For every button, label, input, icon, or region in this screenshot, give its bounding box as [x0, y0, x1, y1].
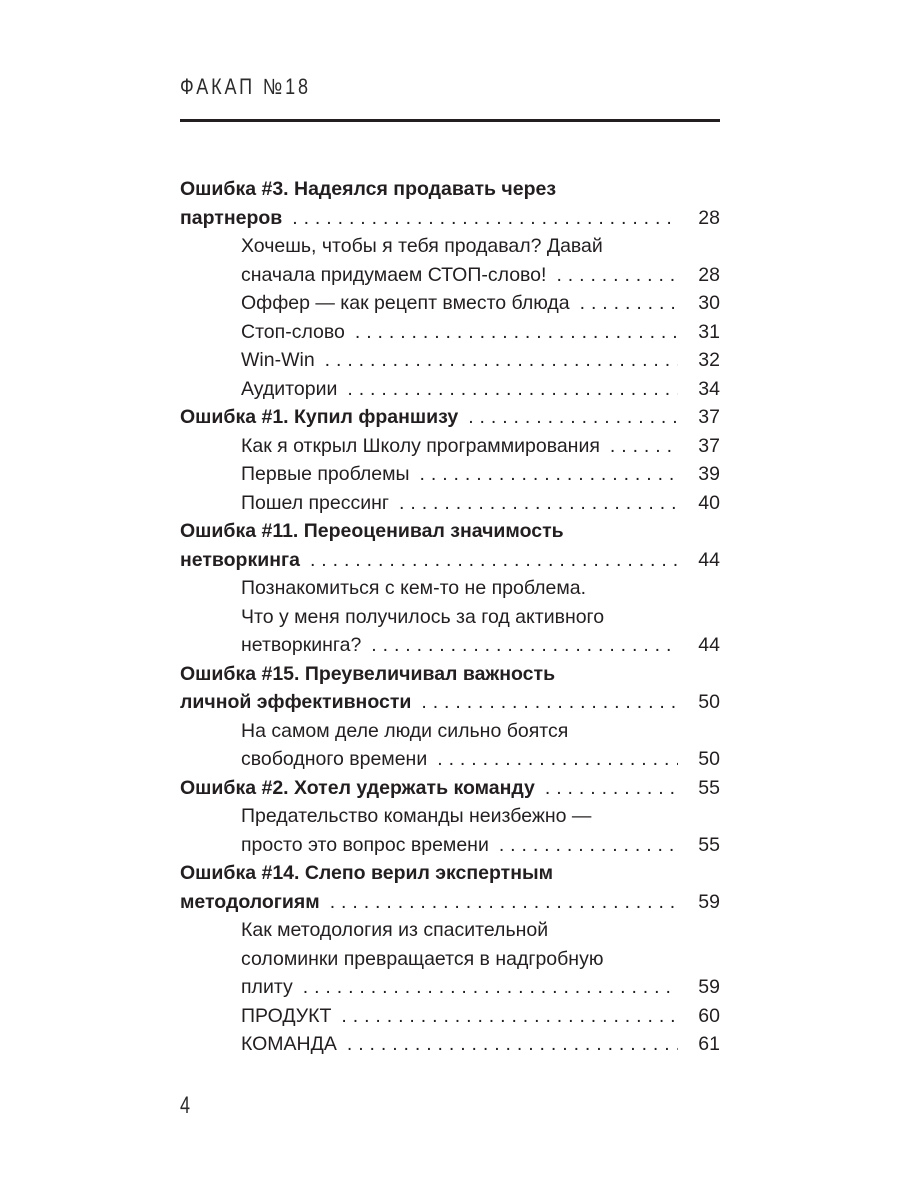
toc-entry-text: Оффер — как рецепт вместо блюда — [241, 292, 570, 314]
toc-page-number: 39 — [698, 463, 720, 485]
toc-page-number: 50 — [698, 691, 720, 713]
dot-leader — [347, 1030, 678, 1059]
toc-page-number: 34 — [698, 377, 720, 400]
toc-entry-text: Ошибка #15. Преувеличивал важность — [180, 662, 556, 685]
dot-leader — [347, 375, 678, 404]
toc-section-line — [180, 717, 720, 746]
dot-leader — [310, 546, 678, 575]
toc-section-line — [180, 1030, 720, 1059]
dot-leader — [303, 973, 678, 1002]
toc-entry-text: Ошибка #3. Надеялся продавать через — [180, 178, 557, 200]
toc-chapter-line — [180, 517, 720, 546]
toc-entry-text: Ошибка #11. Переоценивал значимость — [180, 520, 564, 542]
toc-entry-text: партнеров — [180, 206, 283, 229]
toc-chapter-line — [180, 175, 720, 204]
toc-entry-text: Аудитории — [241, 377, 338, 400]
toc-entry-text: просто это вопрос времени — [241, 833, 489, 856]
toc-chapter-line — [180, 204, 720, 233]
toc-entry-text: Познакомиться с кем-то не проблема. — [241, 577, 587, 599]
toc-chapter-line — [180, 660, 720, 689]
dot-leader — [341, 1002, 678, 1031]
dot-leader — [330, 888, 678, 917]
toc-entry-text: На самом деле люди сильно боятся — [241, 719, 569, 742]
toc-entry-text: Предательство команды неизбежно — — [241, 805, 592, 827]
header-rule — [180, 119, 720, 122]
toc-chapter-line — [180, 546, 720, 575]
toc-page-number: 59 — [698, 976, 720, 998]
toc-page-number: 32 — [698, 349, 720, 371]
toc-page-number: 60 — [698, 1004, 720, 1027]
toc-page-number: 30 — [698, 292, 720, 314]
toc-entry-text: КОМАНДА — [241, 1033, 337, 1055]
toc-entry-text: Как я открыл Школу программирования — [241, 434, 600, 457]
toc-entry-text: Ошибка #2. Хотел удержать команду — [180, 776, 535, 799]
dot-leader — [399, 489, 678, 518]
toc-section-line — [180, 375, 720, 404]
toc-section-line — [180, 432, 720, 461]
toc-page-number: 55 — [698, 776, 720, 799]
dot-leader — [468, 403, 678, 432]
toc-section-line — [180, 460, 720, 489]
dot-leader — [437, 745, 678, 774]
dot-leader — [556, 261, 678, 290]
toc-section-line — [180, 802, 720, 831]
toc-section-line — [180, 973, 720, 1002]
toc-entry-text: нетворкинга? — [241, 634, 362, 656]
toc-page-number: 28 — [698, 206, 720, 229]
toc-page-number: 37 — [698, 406, 720, 428]
toc-page-number: 28 — [698, 263, 720, 286]
toc-entry-text: свободного времени — [241, 748, 428, 770]
toc-section-line — [180, 574, 720, 603]
toc-entry-text: плиту — [241, 976, 293, 998]
dot-leader — [610, 432, 678, 461]
toc-page-number: 44 — [698, 548, 720, 571]
toc-page-number: 61 — [698, 1033, 720, 1055]
toc-page-number: 55 — [698, 833, 720, 856]
dot-leader — [545, 774, 678, 803]
toc-section-line — [180, 631, 720, 660]
toc-section-line — [180, 945, 720, 974]
toc-entry-text: личной эффективности — [180, 691, 412, 713]
toc-entry-text: Хочешь, чтобы я тебя продавал? Давай — [241, 235, 603, 257]
toc-entry-text: Как методология из спасительной — [241, 919, 549, 941]
toc-entry-text: Пошел прессинг — [241, 491, 390, 514]
dot-leader — [421, 688, 678, 717]
dot-leader — [580, 289, 678, 318]
dot-leader — [292, 204, 678, 233]
toc-section-line — [180, 603, 720, 632]
toc-page-number: 44 — [698, 634, 720, 656]
toc-chapter-line — [180, 774, 720, 803]
toc-entry-text: Ошибка #14. Слепо верил экспертным — [180, 862, 554, 884]
toc-section-line — [180, 318, 720, 347]
toc-chapter-line — [180, 888, 720, 917]
toc-page-number: 31 — [698, 320, 720, 343]
toc-section-line — [180, 916, 720, 945]
dot-leader — [499, 831, 678, 860]
dot-leader — [371, 631, 678, 660]
dot-leader — [325, 346, 678, 375]
toc-entry-text: нетворкинга — [180, 548, 300, 571]
toc-chapter-line — [180, 688, 720, 717]
dot-leader — [355, 318, 678, 347]
toc-section-line — [180, 289, 720, 318]
toc-section-line — [180, 745, 720, 774]
toc-entry-text: Что у меня получилось за год активного — [241, 605, 605, 628]
table-of-contents — [180, 175, 720, 1059]
toc-section-line — [180, 489, 720, 518]
toc-entry-text: ПРОДУКТ — [241, 1004, 332, 1027]
toc-chapter-line — [180, 403, 720, 432]
toc-entry-text: методологиям — [180, 890, 320, 913]
toc-section-line — [180, 261, 720, 290]
toc-entry-text: Ошибка #1. Купил франшизу — [180, 406, 459, 428]
toc-page-number: 59 — [698, 890, 720, 913]
toc-section-line — [180, 232, 720, 261]
toc-page-number: 50 — [698, 748, 720, 770]
toc-entry-text: Стоп-слово — [241, 320, 345, 343]
toc-entry-text: Win-Win — [241, 349, 315, 371]
toc-entry-text: Первые проблемы — [241, 463, 410, 485]
page-number: 4 — [180, 1092, 191, 1119]
toc-entry-text: соломинки превращается в надгробную — [241, 947, 604, 970]
toc-chapter-line — [180, 859, 720, 888]
toc-section-line — [180, 1002, 720, 1031]
toc-entry-text: сначала придумаем СТОП-слово! — [241, 263, 547, 286]
toc-page-number: 37 — [698, 434, 720, 457]
dot-leader — [420, 460, 678, 489]
toc-page-number: 40 — [698, 491, 720, 514]
toc-section-line — [180, 831, 720, 860]
toc-section-line — [180, 346, 720, 375]
running-header-title: ФАКАП №18 — [180, 74, 311, 99]
